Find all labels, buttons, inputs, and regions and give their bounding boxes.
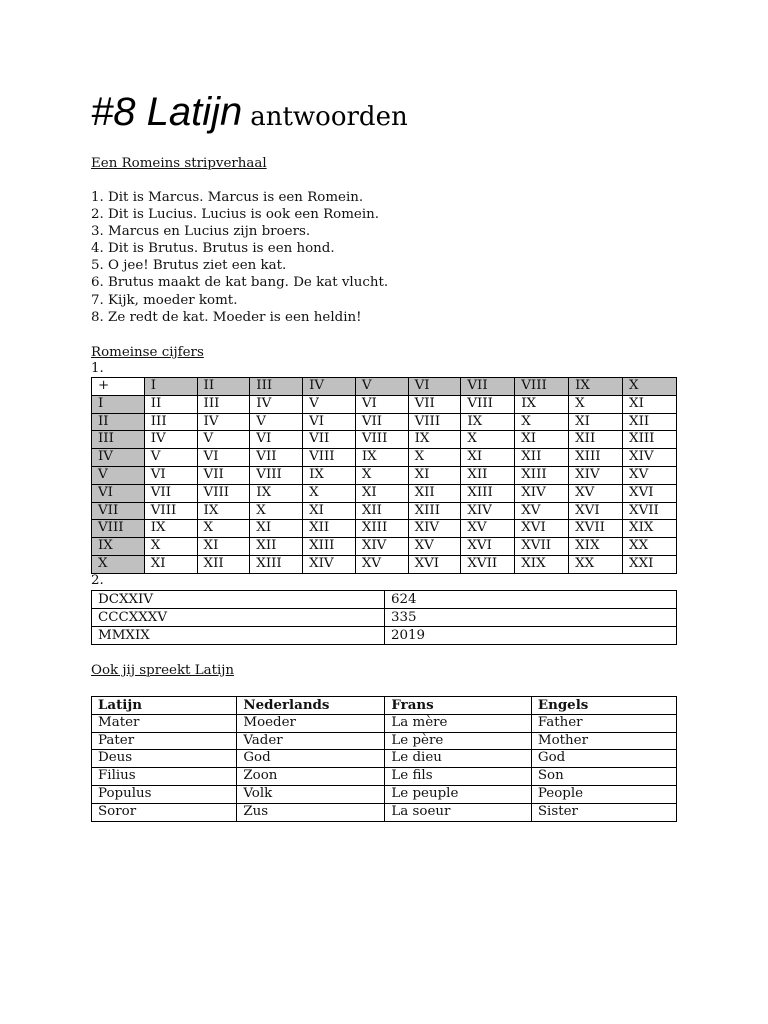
- grid-row: [92, 395, 677, 413]
- grid-cell: XVI: [408, 555, 461, 573]
- sentence-line: 5. O jee! Brutus ziet een kat.: [91, 258, 287, 274]
- sentence-line: 7. Kijk, moeder komt.: [91, 292, 238, 308]
- grid-cell: XIV: [569, 466, 623, 484]
- language-row: [92, 768, 677, 786]
- language-header-row: [92, 697, 677, 715]
- grid-cell: IX: [144, 520, 197, 538]
- grid-cell: VII: [250, 449, 303, 467]
- grid-header-cell: I: [92, 395, 145, 413]
- grid-cell: VII: [408, 395, 461, 413]
- grid-cell: XVI: [623, 484, 677, 502]
- language-cell: Zus: [237, 803, 385, 821]
- conversion-body: [92, 591, 677, 645]
- grid-cell: XVI: [515, 520, 569, 538]
- grid-cell: XIV: [515, 484, 569, 502]
- grid-cell: XIV: [303, 555, 356, 573]
- grid-cell: III: [144, 413, 197, 431]
- grid-cell: X: [197, 520, 250, 538]
- grid-header-cell: V: [355, 378, 408, 396]
- grid-cell: XVI: [461, 538, 515, 556]
- sentence-line: 3. Marcus en Lucius zijn broers.: [91, 224, 311, 240]
- grid-cell: XII: [197, 555, 250, 573]
- conversion-row: [92, 627, 677, 645]
- addition-grid-body: [92, 378, 677, 574]
- grid-cell: VII: [303, 431, 356, 449]
- grid-cell: VIII: [408, 413, 461, 431]
- grid-cell: XV: [461, 520, 515, 538]
- conversion-row: [92, 609, 677, 627]
- grid-cell: VII: [197, 466, 250, 484]
- grid-cell: VI: [144, 466, 197, 484]
- sentence-line: 2. Dit is Lucius. Lucius is ook een Romein.: [91, 207, 380, 223]
- grid-cell: IX: [515, 395, 569, 413]
- grid-corner-cell: +: [92, 378, 145, 396]
- grid-cell: XII: [461, 466, 515, 484]
- grid-header-cell: III: [92, 431, 145, 449]
- grid-cell: IV: [250, 395, 303, 413]
- grid-header-cell: VIII: [92, 520, 145, 538]
- grid-cell: XIV: [461, 502, 515, 520]
- arabic-number-cell: 2019: [384, 627, 676, 645]
- language-cell: Filius: [92, 768, 237, 786]
- grid-cell: IX: [355, 449, 408, 467]
- grid-header-cell: X: [623, 378, 677, 396]
- language-cell: Sister: [531, 803, 676, 821]
- grid-header-cell: IV: [92, 449, 145, 467]
- grid-header-cell: X: [92, 555, 145, 573]
- language-cell: People: [531, 785, 676, 803]
- roman-numeral-cell: CCCXXXV: [92, 609, 385, 627]
- grid-cell: VIII: [144, 502, 197, 520]
- grid-header-cell: II: [92, 413, 145, 431]
- grid-cell: VII: [355, 413, 408, 431]
- grid-cell: III: [197, 395, 250, 413]
- language-row: [92, 750, 677, 768]
- grid-cell: XI: [408, 466, 461, 484]
- grid-cell: V: [144, 449, 197, 467]
- language-cell: Vader: [237, 732, 385, 750]
- grid-header-cell: VII: [461, 378, 515, 396]
- grid-header-cell: VIII: [515, 378, 569, 396]
- grid-cell: X: [250, 502, 303, 520]
- section-heading-ook-jij: Ook jij spreekt Latijn: [91, 663, 235, 678]
- grid-cell: XI: [197, 538, 250, 556]
- grid-cell: XIII: [569, 449, 623, 467]
- grid-cell: XX: [623, 538, 677, 556]
- grid-cell: XII: [515, 449, 569, 467]
- grid-cell: IX: [250, 484, 303, 502]
- arabic-number-cell: 335: [384, 609, 676, 627]
- grid-row: [92, 466, 677, 484]
- grid-row: [92, 484, 677, 502]
- language-table-head: [92, 697, 677, 715]
- language-cell: Mater: [92, 714, 237, 732]
- grid-cell: X: [144, 538, 197, 556]
- grid-row: [92, 520, 677, 538]
- grid-row: [92, 378, 677, 396]
- grid-cell: XVII: [623, 502, 677, 520]
- language-row: [92, 732, 677, 750]
- language-column-header: Engels: [531, 697, 676, 715]
- grid-cell: VIII: [461, 395, 515, 413]
- grid-row: [92, 449, 677, 467]
- question-label-2: 2.: [91, 573, 104, 588]
- grid-header-cell: VI: [92, 484, 145, 502]
- conversion-table: [91, 590, 677, 645]
- grid-cell: V: [250, 413, 303, 431]
- grid-cell: XIII: [461, 484, 515, 502]
- grid-cell: XIV: [355, 538, 408, 556]
- language-row: [92, 714, 677, 732]
- grid-cell: XII: [303, 520, 356, 538]
- language-cell: Le dieu: [385, 750, 531, 768]
- grid-cell: V: [197, 431, 250, 449]
- grid-cell: X: [515, 413, 569, 431]
- language-column-header: Frans: [385, 697, 531, 715]
- grid-cell: XV: [355, 555, 408, 573]
- title-main: #8 Latijn: [91, 90, 243, 134]
- language-cell: God: [237, 750, 385, 768]
- language-cell: Le fils: [385, 768, 531, 786]
- grid-cell: IX: [197, 502, 250, 520]
- language-cell: Deus: [92, 750, 237, 768]
- grid-header-cell: II: [197, 378, 250, 396]
- language-table: [91, 696, 677, 822]
- language-row: [92, 803, 677, 821]
- grid-header-cell: IV: [303, 378, 356, 396]
- grid-cell: II: [144, 395, 197, 413]
- grid-cell: XI: [144, 555, 197, 573]
- grid-header-cell: I: [144, 378, 197, 396]
- grid-cell: XIII: [355, 520, 408, 538]
- grid-cell: XIII: [408, 502, 461, 520]
- grid-row: [92, 431, 677, 449]
- grid-header-cell: IX: [569, 378, 623, 396]
- language-cell: La mère: [385, 714, 531, 732]
- language-cell: Zoon: [237, 768, 385, 786]
- grid-header-cell: VI: [408, 378, 461, 396]
- section-heading-stripverhaal: Een Romeins stripverhaal: [91, 156, 267, 171]
- grid-cell: XI: [355, 484, 408, 502]
- language-cell: La soeur: [385, 803, 531, 821]
- language-table-body: [92, 714, 677, 821]
- grid-cell: XIII: [515, 466, 569, 484]
- grid-header-cell: IX: [92, 538, 145, 556]
- grid-cell: VI: [303, 413, 356, 431]
- language-column-header: Latijn: [92, 697, 237, 715]
- sentence-list: [91, 189, 388, 326]
- grid-cell: X: [408, 449, 461, 467]
- grid-row: [92, 413, 677, 431]
- grid-row: [92, 555, 677, 573]
- grid-cell: XV: [408, 538, 461, 556]
- addition-grid-table: [91, 377, 677, 574]
- grid-cell: XIV: [623, 449, 677, 467]
- grid-cell: XII: [355, 502, 408, 520]
- grid-cell: X: [355, 466, 408, 484]
- grid-cell: XV: [623, 466, 677, 484]
- language-column-header: Nederlands: [237, 697, 385, 715]
- question-label-1: 1.: [91, 361, 104, 376]
- grid-cell: XIX: [623, 520, 677, 538]
- language-cell: Mother: [531, 732, 676, 750]
- grid-cell: XVII: [515, 538, 569, 556]
- grid-cell: X: [569, 395, 623, 413]
- grid-cell: XI: [515, 431, 569, 449]
- grid-cell: XIII: [303, 538, 356, 556]
- language-row: [92, 785, 677, 803]
- grid-cell: XVII: [461, 555, 515, 573]
- grid-cell: XI: [623, 395, 677, 413]
- grid-cell: V: [303, 395, 356, 413]
- conversion-row: [92, 591, 677, 609]
- arabic-number-cell: 624: [384, 591, 676, 609]
- grid-cell: VIII: [197, 484, 250, 502]
- grid-cell: XX: [569, 555, 623, 573]
- grid-cell: VI: [197, 449, 250, 467]
- sentence-line: 1. Dit is Marcus. Marcus is een Romein.: [91, 190, 364, 205]
- grid-cell: XII: [408, 484, 461, 502]
- grid-cell: IX: [461, 413, 515, 431]
- language-cell: Volk: [237, 785, 385, 803]
- title-subtitle: antwoorden: [250, 102, 408, 132]
- language-cell: Moeder: [237, 714, 385, 732]
- sentence-line: 4. Dit is Brutus. Brutus is een hond.: [91, 241, 335, 257]
- language-cell: Le peuple: [385, 785, 531, 803]
- grid-cell: XVII: [569, 520, 623, 538]
- grid-cell: VI: [355, 395, 408, 413]
- grid-cell: IX: [303, 466, 356, 484]
- language-cell: Populus: [92, 785, 237, 803]
- roman-numeral-cell: DCXXIV: [92, 591, 385, 609]
- language-cell: Father: [531, 714, 676, 732]
- grid-header-cell: III: [250, 378, 303, 396]
- grid-cell: X: [461, 431, 515, 449]
- grid-cell: VIII: [355, 431, 408, 449]
- grid-cell: XIX: [569, 538, 623, 556]
- sentence-line: 8. Ze redt de kat. Moeder is een heldin!: [91, 309, 362, 325]
- grid-header-cell: V: [92, 466, 145, 484]
- grid-row: [92, 502, 677, 520]
- grid-cell: XV: [515, 502, 569, 520]
- grid-row: [92, 538, 677, 556]
- language-cell: Son: [531, 768, 676, 786]
- grid-cell: XI: [461, 449, 515, 467]
- grid-cell: VIII: [303, 449, 356, 467]
- grid-cell: IX: [408, 431, 461, 449]
- grid-cell: VII: [144, 484, 197, 502]
- grid-cell: XI: [569, 413, 623, 431]
- language-cell: God: [531, 750, 676, 768]
- grid-cell: XII: [250, 538, 303, 556]
- grid-cell: XIX: [515, 555, 569, 573]
- grid-cell: XIV: [408, 520, 461, 538]
- roman-numeral-cell: MMXIX: [92, 627, 385, 645]
- language-cell: Le père: [385, 732, 531, 750]
- grid-cell: X: [303, 484, 356, 502]
- grid-cell: XV: [569, 484, 623, 502]
- grid-cell: XII: [623, 413, 677, 431]
- grid-cell: XIII: [623, 431, 677, 449]
- grid-cell: XXI: [623, 555, 677, 573]
- grid-cell: XIII: [250, 555, 303, 573]
- grid-cell: VIII: [250, 466, 303, 484]
- grid-cell: XII: [569, 431, 623, 449]
- grid-cell: XVI: [569, 502, 623, 520]
- grid-cell: IV: [144, 431, 197, 449]
- section-heading-romeinse-cijfers: Romeinse cijfers: [91, 345, 204, 360]
- grid-cell: IV: [197, 413, 250, 431]
- grid-cell: VI: [250, 431, 303, 449]
- page-title: [91, 88, 408, 141]
- grid-cell: XI: [303, 502, 356, 520]
- sentence-line: 6. Brutus maakt de kat bang. De kat vlucht.: [91, 275, 389, 291]
- grid-header-cell: VII: [92, 502, 145, 520]
- grid-cell: XI: [250, 520, 303, 538]
- language-cell: Pater: [92, 732, 237, 750]
- language-cell: Soror: [92, 803, 237, 821]
